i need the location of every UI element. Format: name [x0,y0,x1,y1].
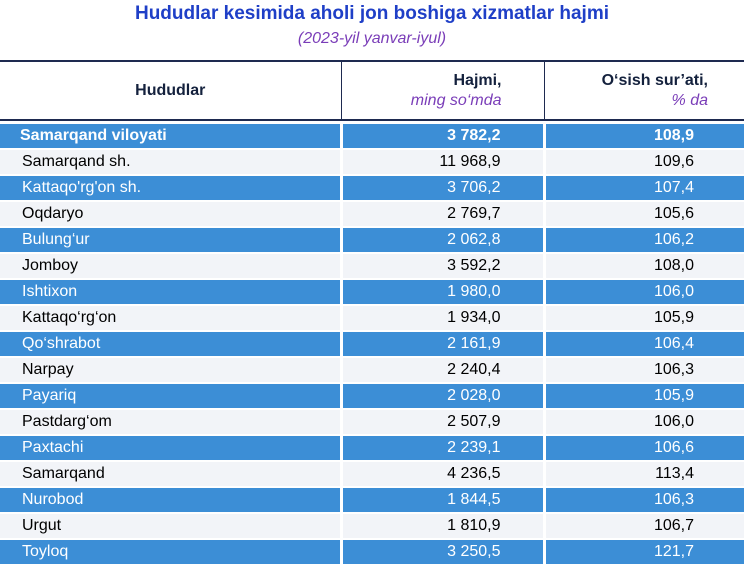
table-row [0,201,744,227]
table-row [0,383,744,409]
cell-region-name: Jomboy [0,253,341,279]
cell-growth: 105,9 [544,383,744,409]
table-row-total [0,124,744,149]
cell-volume: 2 062,8 [341,227,544,253]
cell-volume: 1 810,9 [341,513,544,539]
cell-volume: 11 968,9 [341,149,544,175]
column-header-label: O‘sish sur’ati, [601,71,708,89]
table-row [0,253,744,279]
table-row [0,513,744,539]
cell-growth: 108,9 [544,124,744,149]
column-header-volume [341,61,544,120]
table-row [0,539,744,565]
table-row [0,331,744,357]
page-subtitle: (2023-yil yanvar-iyul) [297,30,447,47]
services-table [0,60,744,566]
cell-region-name: Samarqand [0,461,341,487]
cell-region-name: Kattaqo‘rg‘on [0,305,341,331]
cell-volume: 2 240,4 [341,357,544,383]
cell-region-name: Ishtixon [0,279,341,305]
cell-region-name: Samarqand sh. [0,149,341,175]
column-header-label: Hajmi, [453,71,502,89]
cell-region-name: Payariq [0,383,341,409]
table-row [0,175,744,201]
column-header-regions [0,61,341,120]
cell-region-name: Oqdaryo [0,201,341,227]
cell-growth: 106,7 [544,513,744,539]
cell-volume: 3 250,5 [341,539,544,565]
column-header-unit: ming so‘mda [410,91,502,109]
cell-region-name: Nurobod [0,487,341,513]
cell-growth: 105,9 [544,305,744,331]
cell-volume: 2 239,1 [341,435,544,461]
cell-growth: 113,4 [544,461,744,487]
cell-volume: 4 236,5 [341,461,544,487]
cell-growth: 108,0 [544,253,744,279]
cell-volume: 3 592,2 [341,253,544,279]
cell-growth: 106,4 [544,331,744,357]
cell-volume: 2 769,7 [341,201,544,227]
cell-volume: 1 934,0 [341,305,544,331]
cell-growth: 106,0 [544,279,744,305]
table-row [0,409,744,435]
cell-growth: 105,6 [544,201,744,227]
cell-region-name: Urgut [0,513,341,539]
cell-growth: 121,7 [544,539,744,565]
cell-growth: 106,0 [544,409,744,435]
cell-region-name: Qo‘shrabot [0,331,341,357]
cell-growth: 106,3 [544,357,744,383]
cell-volume: 1 980,0 [341,279,544,305]
table-row [0,305,744,331]
cell-growth: 106,2 [544,227,744,253]
cell-region-name: Bulung‘ur [0,227,341,253]
cell-growth: 107,4 [544,175,744,201]
cell-volume: 2 161,9 [341,331,544,357]
table-row [0,435,744,461]
column-header-unit: % da [671,91,708,109]
cell-region-name: Kattaqo'rg'on sh. [0,175,341,201]
cell-region-name: Toyloq [0,539,341,565]
cell-volume: 2 028,0 [341,383,544,409]
column-header-label: Hududlar [135,81,206,99]
cell-growth: 106,3 [544,487,744,513]
page-title: Hududlar kesimida aholi jon boshiga xizmatlar hajmi [134,3,610,24]
column-header-growth [544,61,744,120]
cell-region-name: Narpay [0,357,341,383]
cell-volume: 2 507,9 [341,409,544,435]
cell-growth: 106,6 [544,435,744,461]
cell-region-name: Pastdarg‘om [0,409,341,435]
cell-volume: 3 706,2 [341,175,544,201]
table-row [0,357,744,383]
table-row [0,487,744,513]
cell-growth: 109,6 [544,149,744,175]
table-row [0,279,744,305]
cell-volume: 3 782,2 [341,124,544,149]
table-header-row [0,61,744,120]
cell-region-name: Paxtachi [0,435,341,461]
table-row [0,149,744,175]
cell-volume: 1 844,5 [341,487,544,513]
table-row [0,227,744,253]
table-row [0,461,744,487]
cell-region-name: Samarqand viloyati [0,124,341,149]
